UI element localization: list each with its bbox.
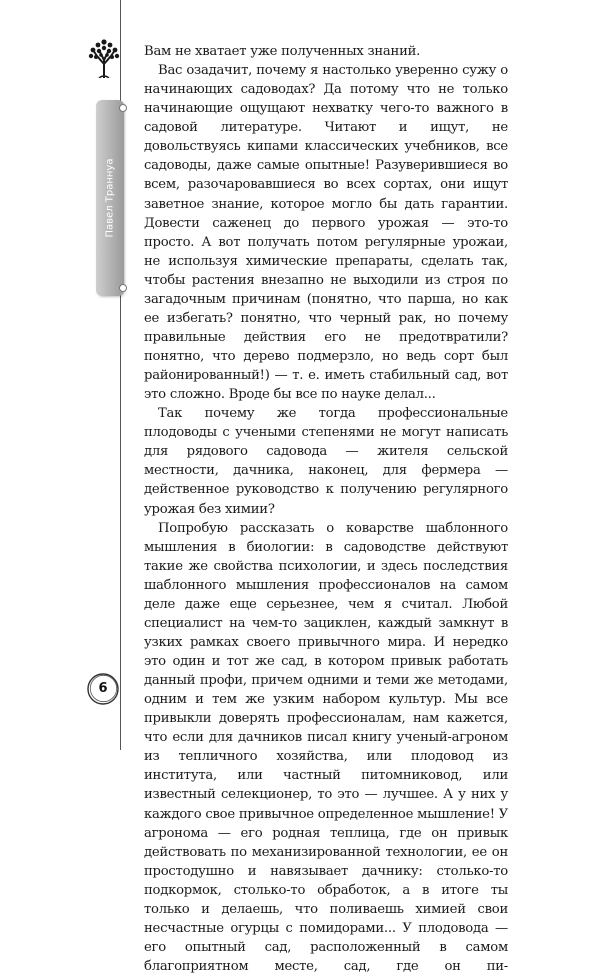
author-tab: [96, 100, 124, 296]
tab-dot-top: [119, 104, 127, 112]
body-text: [144, 42, 508, 976]
paragraph: Так почему же тогда профессиональные плодоводы с учеными степенями не могут написать для рядового садовода — жителя сельской местности, дачника, наконец, для фермера — действенное руководство к получению регулярного урожая без химии?: [144, 406, 508, 517]
page-number-badge: [86, 672, 120, 706]
page-number: 6: [98, 681, 108, 696]
tab-dot-bottom: [119, 284, 127, 292]
author-name: Павел Траннуа: [104, 158, 116, 238]
tree-icon: [87, 38, 121, 78]
paragraph: Вас озадачит, почему я настолько уверенно сужу о начинающих садоводах? Да потому что не только начинающие ощущают нехватку чего-то важного в садовой литературе. Читают и ищут, не довольствуясь кипами классических учебников, все садоводы, даже самые опытные! Разуверившиеся во всем, разочаровавшиеся во всех сортах, они ищут заветное знание, которое могло бы дать гарантии. Довести саженец до первого урожая — это-то просто. А вот получать потом регулярные урожаи, не используя химические препараты, сделать так, чтобы растения внезапно не выходили из строя по загадочным причинам (понятно, что парша, но как ее избегать? понятно, что черный рак, но почему правильные действия его не предотвратили? понятно, что дерево подмерзло, но ведь сорт был районированный!) — т. е. иметь стабильный сад, вот это сложно. Вроде бы все по науке делал...: [144, 63, 508, 403]
paragraph: Попробую рассказать о коварстве шаблонного мышления в биологии: в садоводстве действуют такие же свойства психологии, и здесь последствия шаблонного мышления профессионалов на самом деле даже еще серьезнее, чем я считал. Любой специалист на чем-то зациклен, каждый замкнут в узких рамках своего привычного мира. И нередко это один и тот же сад, в котором привык работать данный профи, причем одними и теми же методами, одним и тем же узким набором культур. Мы все привыкли доверять профессионалам, нам кажется, что если для дачников писал книгу ученый-агроном из тепличного хозяйства, или плодовод из института, или частный питомниковод, или известный селекционер, то это — лучшее. А у них у каждого свое привычное определенное мышление! У агронома — его родная теплица, где он привык действовать по механизированной технологии, ее он простодушно и навязывает дачнику: столько-то подкормок, столько-то обработок, а в итоге ты только и делаешь, что поливаешь химией свои несчастные огурцы с помидорами... У плодовода — его опытный сад, расположенный в самом благоприятном месте, сад, где он пи-: [144, 520, 508, 974]
paragraph: Вам не хватает уже полученных знаний.: [144, 44, 421, 59]
